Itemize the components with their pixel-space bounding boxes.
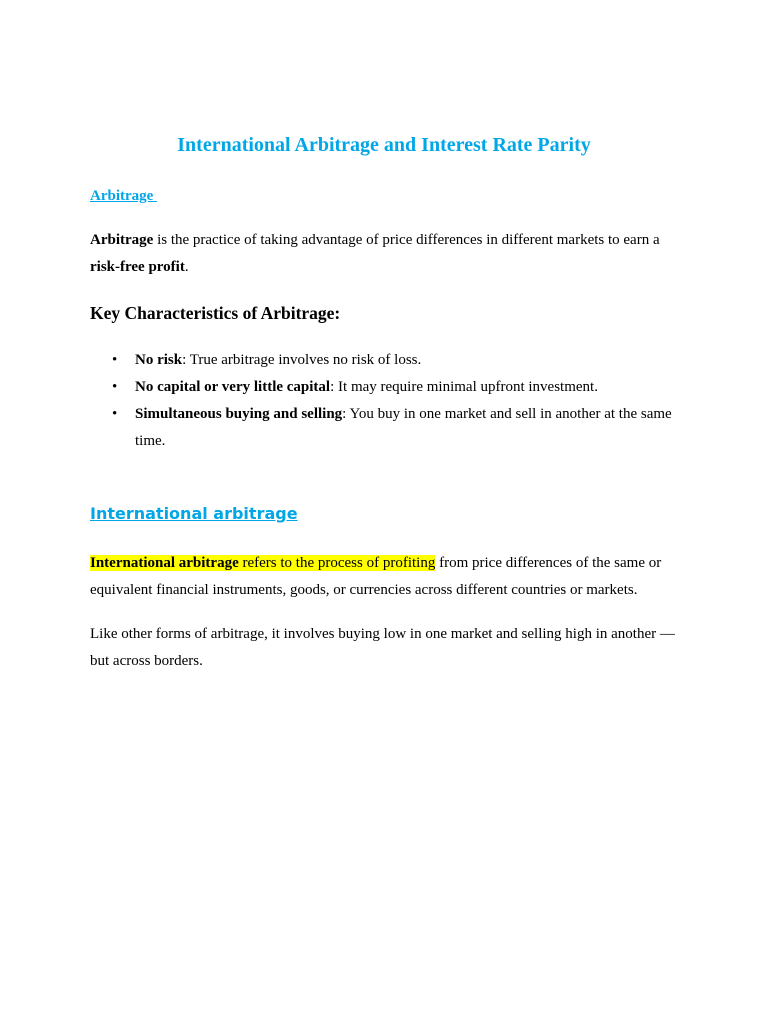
risk-free-profit-term: risk-free profit — [90, 259, 185, 275]
section-heading-international-arbitrage: International arbitrage — [90, 504, 298, 523]
list-item — [90, 401, 690, 455]
bullet-icon: • — [112, 352, 118, 368]
international-arbitrage-paragraph — [90, 550, 690, 604]
bullet-icon: • — [112, 379, 118, 395]
international-arbitrage-term: International arbitrage — [90, 555, 239, 571]
characteristic-term: No risk — [135, 352, 183, 368]
characteristic-description: : True arbitrage involves no risk of loss. — [182, 352, 422, 368]
characteristic-term: Simultaneous buying and selling — [135, 406, 343, 422]
arbitrage-term: Arbitrage — [90, 232, 154, 248]
characteristic-description: : You buy in one market and sell in another at the same time. — [135, 406, 672, 449]
arbitrage-definition-paragraph — [90, 227, 690, 281]
arbitrage-definition-text: is the practice of taking advantage of price differences in different markets to earn a — [153, 232, 660, 248]
characteristic-description: : It may require minimal upfront investment. — [330, 379, 598, 395]
highlighted-text — [90, 555, 435, 571]
list-item — [90, 347, 690, 374]
key-characteristics-heading: Key Characteristics of Arbitrage: — [90, 303, 341, 323]
document-title: International Arbitrage and Interest Rate Parity — [177, 134, 591, 156]
bullet-icon: • — [112, 406, 118, 422]
list-item — [90, 374, 690, 401]
definition-period: . — [184, 259, 189, 275]
highlighted-phrase: refers to the process of profiting — [238, 555, 436, 571]
section-heading-arbitrage: Arbitrage — [90, 188, 158, 204]
paragraph-text: from price differences of the same or equivalent financial instruments, goods, or currencies across different countries or markets. — [90, 555, 662, 598]
closing-paragraph: Like other forms of arbitrage, it involves buying low in one market and selling high in another — but across borders. — [90, 626, 675, 669]
characteristic-term: No capital or very little capital — [135, 379, 331, 395]
characteristics-list — [90, 347, 690, 455]
